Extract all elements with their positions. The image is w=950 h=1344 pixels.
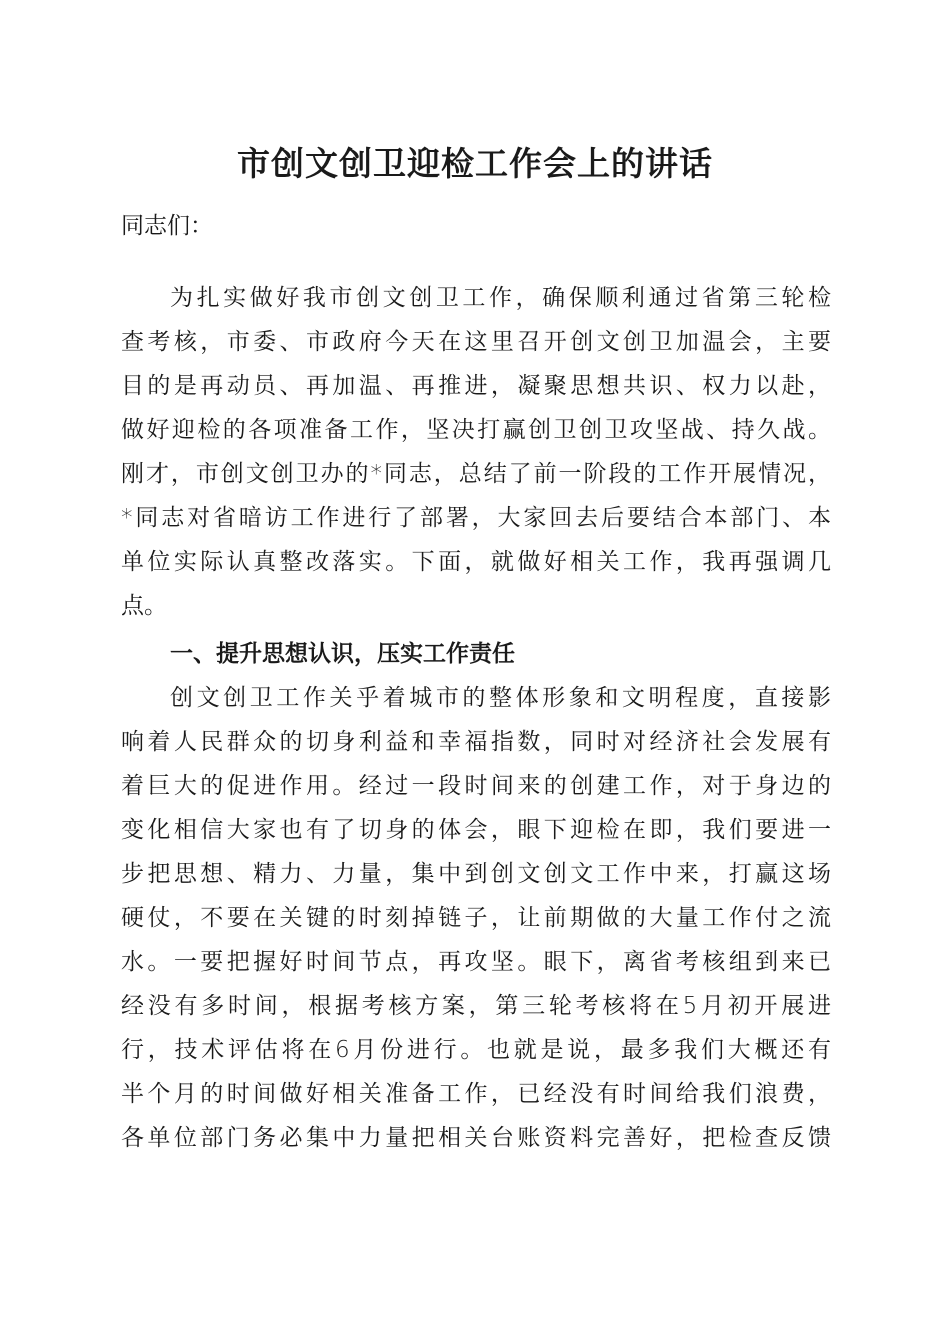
paragraph-line: 半个月的时间做好相关准备工作，已经没有时间给我们浪费， [121,1081,831,1107]
paragraph-line: 目的是再动员、再加温、再推进，凝聚思想共识、权力以赴， [121,373,831,399]
paragraph-line: 做好迎检的各项准备工作，坚决打赢创卫创卫攻坚战、持久战。 [121,417,831,443]
paragraph-line: 创文创卫工作关乎着城市的整体形象和文明程度，直接影 [170,685,831,711]
paragraph-line: 刚才，市创文创卫办的*同志，总结了前一阶段的工作开展情况， [121,461,831,487]
paragraph-line: *同志对省暗访工作进行了部署，大家回去后要结合本部门、本 [121,505,831,531]
paragraph-line: 各单位部门务必集中力量把相关台账资料完善好，把检查反馈 [121,1125,831,1151]
paragraph-line: 着巨大的促进作用。经过一段时间来的创建工作，对于身边的 [121,773,831,799]
paragraph-line: 变化相信大家也有了切身的体会，眼下迎检在即，我们要进一 [121,817,831,843]
salutation: 同志们： [121,213,213,239]
document-title: 市创文创卫迎检工作会上的讲话 [237,144,713,183]
paragraph-line: 响着人民群众的切身利益和幸福指数，同时对经济社会发展有 [121,729,831,755]
paragraph-line: 查考核，市委、市政府今天在这里召开创文创卫加温会，主要 [121,329,831,355]
paragraph-line: 单位实际认真整改落实。下面，就做好相关工作，我再强调几 [121,549,831,575]
section-heading: 一、提升思想认识，压实工作责任 [170,641,515,667]
paragraph-line: 水。一要把握好时间节点，再攻坚。眼下，离省考核组到来已 [121,949,831,975]
paragraph-line: 硬仗，不要在关键的时刻掉链子，让前期做的大量工作付之流 [121,905,831,931]
paragraph-line: 步把思想、精力、力量，集中到创文创文工作中来，打赢这场 [121,861,831,887]
paragraph-line: 行，技术评估将在6月份进行。也就是说，最多我们大概还有 [121,1037,831,1063]
paragraph-line: 经没有多时间，根据考核方案，第三轮考核将在5月初开展进 [121,993,831,1019]
paragraph-line: 点。 [121,593,167,619]
paragraph-line: 为扎实做好我市创文创卫工作，确保顺利通过省第三轮检 [170,285,831,311]
